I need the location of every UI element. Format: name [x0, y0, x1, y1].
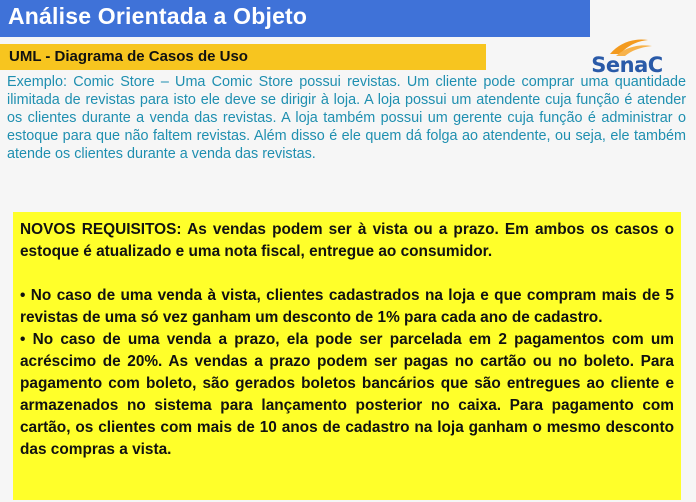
- requirements-text: [20, 219, 674, 461]
- requirements-heading: NOVOS REQUISITOS:: [20, 221, 182, 238]
- senac-logo-text: SenaC: [591, 53, 663, 77]
- page-title: Análise Orientada a Objeto: [8, 3, 308, 29]
- requirements-summary-text: As vendas podem ser à vista ou a prazo. Em ambos os casos o estoque é atualizado e uma nota fiscal, entregue ao consumidor.: [20, 221, 674, 260]
- section-subtitle: UML - Diagrama de Casos de Uso: [9, 48, 248, 65]
- intro-paragraph: Exemplo: Comic Store – Uma Comic Store possui revistas. Um cliente pode comprar uma quantidade ilimitada de revistas para isto ele deve se dirigir à loja. A loja possui um atendente cuja função é atender os clientes durante a venda das revistas. A loja também possui um gerente cuja função é administrar o estoque para que não faltem revistas. Além disso é ele quem dá folga ao atendente, ou seja, ele também atende os clientes durante a venda das revistas.: [7, 74, 686, 162]
- requirements-summary: [20, 219, 674, 263]
- requirements-box: [13, 212, 681, 500]
- senac-logo: [588, 34, 666, 78]
- spacer: [20, 263, 674, 285]
- requirement-bullet-cash: • No caso de uma venda à vista, clientes cadastrados na loja e que compram mais de 5 revistas de uma só vez ganham um desconto de 1% para cada ano de cadastro.: [20, 287, 674, 326]
- requirement-bullet-installment: • No caso de uma venda a prazo, ela pode ser parcelada em 2 pagamentos com um acréscimo de 20%. As vendas a prazo podem ser pagas no cartão ou no boleto. Para pagamento com boleto, são gerados boletos bancários que são entregues ao cliente e armazenados no sistema para lançamento posterior no caixa. Para pagamento com cartão, os clientes com mais de 10 anos de cadastro na loja ganham o mesmo desconto das compras a vista.: [20, 331, 674, 458]
- title-bar: [0, 0, 590, 37]
- subtitle-bar: [0, 44, 486, 70]
